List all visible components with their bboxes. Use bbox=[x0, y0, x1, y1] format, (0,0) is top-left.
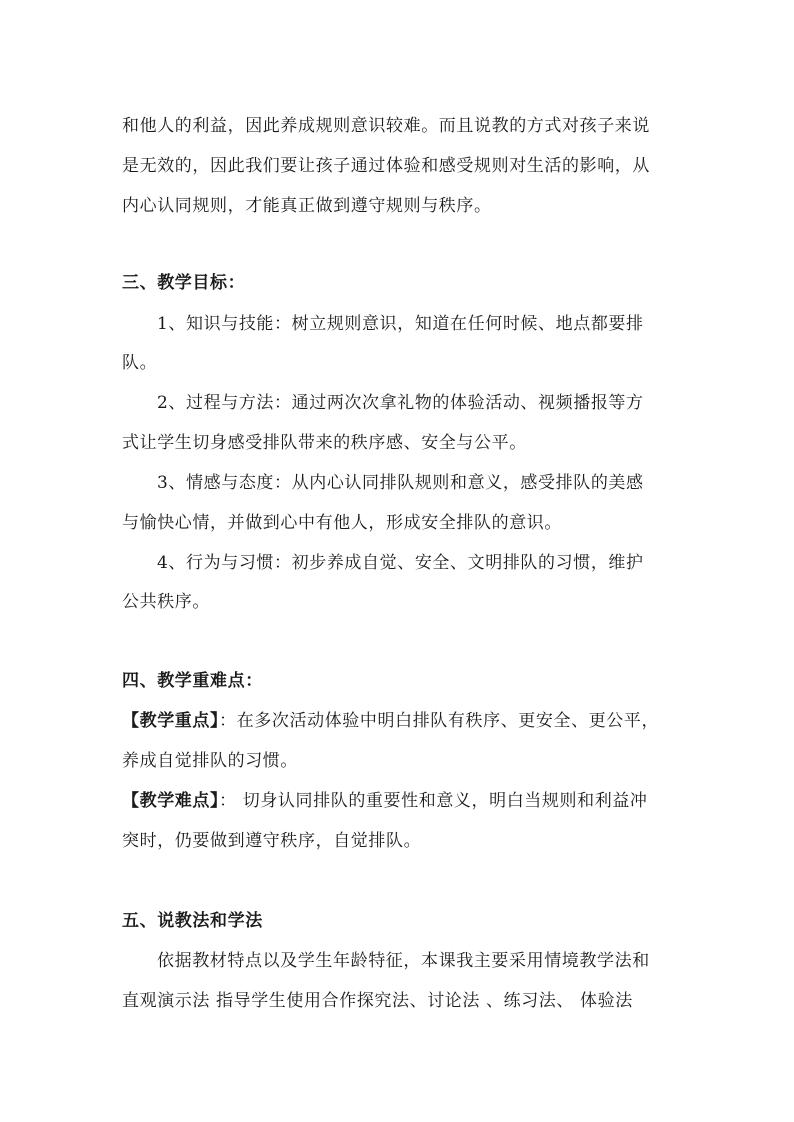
goal-2-line-1: 2、过程与方法：通过两次次拿礼物的体验活动、视频播报等方 bbox=[157, 393, 644, 413]
goal-4-line-2: 公共秩序。 bbox=[122, 592, 210, 612]
key-point-label: 【教学重点】 bbox=[122, 711, 220, 731]
methods-line-2: 直观演示法 指导学生使用合作探究法、讨论法 、练习法、 体验法 bbox=[122, 991, 633, 1011]
section-3-heading: 三、教学目标： bbox=[122, 273, 246, 293]
key-point-text: ：在多次活动体验中明白排队有秩序、更安全、更公平， bbox=[219, 711, 660, 731]
goal-1-line-2: 队。 bbox=[122, 353, 158, 373]
intro-line-2: 是无效的，因此我们要让孩子通过体验和感受规则对生活的影响，从 bbox=[122, 156, 650, 176]
goal-3-line-1: 3、情感与态度：从内心认同排队规则和意义，感受排队的美感 bbox=[157, 473, 644, 493]
section-4-heading: 四、教学重难点： bbox=[122, 671, 263, 691]
intro-line-1: 和他人的利益，因此养成规则意识较难。而且说教的方式对孩子来说 bbox=[122, 116, 650, 136]
key-point-line-2: 养成自觉排队的习惯。 bbox=[122, 751, 298, 771]
goal-1-line-1: 1、知识与技能：树立规则意识，知道在任何时候、地点都要排 bbox=[157, 314, 644, 334]
section-5-heading: 五、说教法和学法 bbox=[122, 911, 263, 931]
intro-line-3: 内心认同规则，才能真正做到遵守规则与秩序。 bbox=[122, 196, 492, 216]
goal-4-line-1: 4、行为与习惯：初步养成自觉、安全、文明排队的习惯，维护 bbox=[157, 553, 644, 573]
goal-2-line-2: 式让学生切身感受排队带来的秩序感、安全与公平。 bbox=[122, 433, 527, 453]
difficulty-line-2: 突时，仍要做到遵守秩序，自觉排队。 bbox=[122, 831, 422, 851]
methods-line-1: 依据教材特点以及学生年龄特征，本课我主要采用情境教学法和 bbox=[157, 951, 650, 971]
difficulty-text: ： 切身认同排队的重要性和意义，明白当规则和利益冲 bbox=[219, 791, 648, 811]
goal-3-line-2: 与愉快心情，并做到心中有他人，形成安全排队的意识。 bbox=[122, 513, 562, 533]
key-point-line-1 bbox=[122, 710, 682, 732]
difficulty-line-1 bbox=[122, 790, 682, 812]
difficulty-label: 【教学难点】 bbox=[122, 791, 220, 811]
